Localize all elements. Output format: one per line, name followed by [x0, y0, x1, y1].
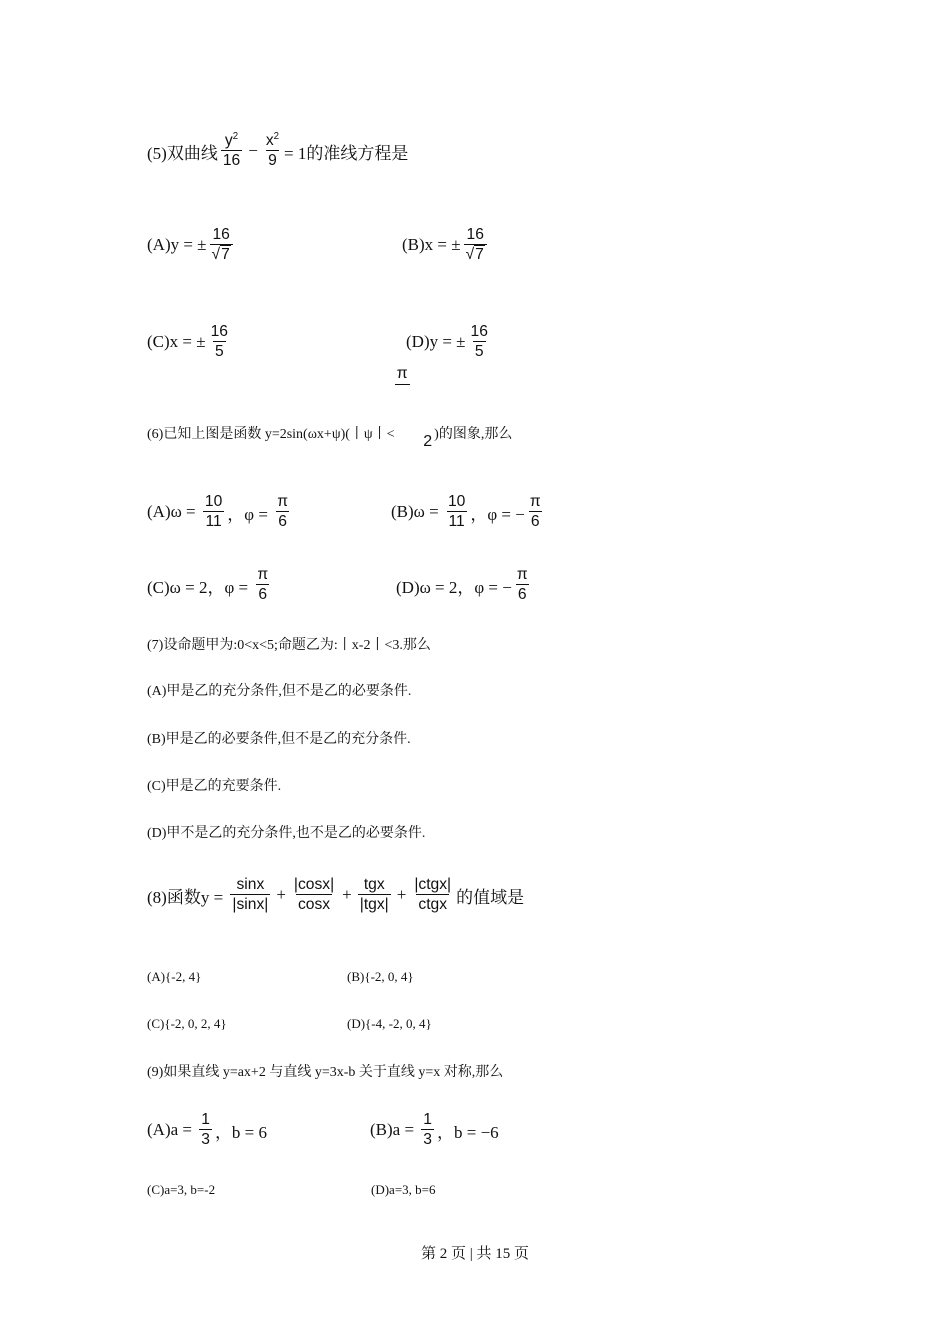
fraction-denominator: 5 — [474, 343, 484, 360]
option-label: (A)ω = — [147, 502, 200, 521]
fraction-numerator: 1 — [423, 1111, 432, 1129]
fraction-16-over-sqrt7 — [464, 226, 487, 264]
question-8-option-a: (A){-2, 4} — [147, 969, 202, 984]
plus-sign: + — [342, 885, 352, 904]
question-6-option-b — [391, 486, 546, 538]
option-label: (A)y = ± — [147, 235, 207, 254]
page-footer: 第 2 页 | 共 15 页 — [420, 1246, 529, 1262]
fraction-1-over-3 — [421, 1111, 434, 1149]
variable-x: x — [265, 132, 274, 150]
fraction-denominator: 9 — [268, 152, 277, 169]
option-label: (D)ω = 2，φ = − — [396, 577, 512, 597]
option-label: (D)y = ± — [406, 332, 466, 351]
fraction-numerator: π — [516, 566, 528, 584]
fraction-denominator: 6 — [258, 586, 268, 603]
fraction-denominator: |tgx| — [359, 896, 389, 913]
fraction-numerator: π — [257, 566, 269, 584]
fraction-denominator: 11 — [448, 513, 465, 530]
fraction-pi-over-6 — [275, 493, 290, 531]
fraction-1-over-3 — [199, 1111, 212, 1149]
question-7-option-a: (A)甲是乙的充分条件,但不是乙的必要条件. — [147, 684, 412, 699]
fraction-10-over-11 — [203, 493, 224, 531]
question-6-option-c — [147, 559, 273, 611]
question-7-option-c: (C)甲是乙的充要条件. — [147, 779, 282, 794]
plus-sign: + — [276, 885, 286, 904]
exponent: 2 — [273, 130, 280, 142]
fraction-pi-over-2 — [396, 365, 433, 469]
fraction-denominator: ctgx — [418, 896, 448, 913]
fraction-denominator: 5 — [214, 343, 224, 360]
fraction-abs-cosx-over-cosx — [292, 876, 336, 914]
fraction-numerator: 16 — [470, 323, 488, 341]
fraction-denominator: |sinx| — [232, 896, 269, 913]
fraction-y-squared-over-16 — [221, 132, 242, 170]
fraction-denominator: 16 — [222, 152, 241, 169]
fraction-numerator: 16 — [466, 226, 484, 244]
question-7-option-b: (B)甲是乙的必要条件,但不是乙的充分条件. — [147, 732, 411, 747]
radicand: 7 — [221, 246, 230, 263]
option-tail-text: ，b = 6 — [214, 1122, 268, 1142]
question-6-option-a — [147, 486, 293, 538]
fraction-denominator: 3 — [423, 1131, 432, 1148]
option-label: (B)x = ± — [402, 235, 461, 254]
option-label: (B)ω = — [391, 502, 443, 521]
option-label: (C)x = ± — [147, 332, 206, 351]
option-label: (B)a = — [370, 1120, 419, 1139]
fraction-numerator: 16 — [210, 323, 228, 341]
fraction-10-over-11 — [446, 493, 467, 531]
option-middle-text: ，φ = — [227, 504, 273, 524]
fraction-16-over-5 — [209, 323, 230, 361]
fraction-denominator: 6 — [278, 513, 287, 530]
exponent: 2 — [232, 130, 239, 142]
question-9-stem: (9)如果直线 y=ax+2 与直线 y=3x-b 关于直线 y=x 对称,那么 — [147, 1065, 504, 1080]
fraction-sinx-over-abs-sinx — [230, 876, 270, 914]
fraction-x-squared-over-9 — [264, 132, 281, 170]
question-8-option-b: (B){-2, 0, 4} — [347, 969, 414, 984]
fraction-pi-over-6 — [515, 566, 530, 604]
question-9-option-a — [147, 1104, 267, 1156]
radical-sign: √ — [465, 246, 475, 263]
fraction-numerator: π — [277, 493, 288, 511]
fraction-16-over-sqrt7 — [210, 226, 233, 264]
question-5-stem — [147, 126, 408, 176]
question-8-option-c: (C){-2, 0, 2, 4} — [147, 1016, 227, 1031]
question-9-option-b — [370, 1104, 499, 1156]
question-8-stem — [147, 867, 524, 923]
question-8-option-d: (D){-4, -2, 0, 4} — [347, 1016, 432, 1031]
question-6-suffix: )的图象,那么 — [434, 427, 513, 442]
fraction-denominator: 3 — [201, 1131, 210, 1148]
fraction-pi-over-6 — [528, 493, 543, 531]
option-label: (C)ω = 2，φ = — [147, 577, 253, 597]
question-7-option-d: (D)甲不是乙的充分条件,也不是乙的必要条件. — [147, 826, 426, 841]
question-7-stem: (7)设命题甲为:0<x<5;命题乙为:丨x-2丨<3.那么 — [147, 638, 431, 653]
fraction-numerator — [223, 132, 240, 150]
fraction-denominator — [210, 244, 233, 264]
question-8-prefix: (8)函数y = — [147, 887, 228, 907]
question-5-suffix: = 1的准线方程是 — [284, 143, 409, 163]
fraction-numerator: sinx — [236, 876, 265, 894]
fraction-numerator: 10 — [204, 493, 223, 511]
fraction-denominator: 11 — [205, 513, 222, 530]
fraction-denominator: 2 — [423, 433, 433, 450]
question-8-suffix: 的值域是 — [456, 887, 525, 907]
radicand: 7 — [475, 246, 484, 263]
question-6-stem — [147, 365, 513, 450]
question-5-option-a — [147, 220, 236, 270]
option-label: (A)a = — [147, 1120, 197, 1139]
fraction-denominator: 6 — [530, 513, 540, 530]
fraction-numerator: |ctgx| — [414, 876, 452, 894]
fraction-denominator — [464, 244, 487, 264]
variable-y: y — [224, 132, 233, 150]
fraction-numerator: 10 — [447, 493, 466, 511]
question-5-option-d — [406, 317, 493, 367]
fraction-denominator: cosx — [297, 896, 331, 913]
question-6-prefix: (6)已知上图是函数 y=2sin(ωx+ψ)(丨ψ丨< — [147, 427, 395, 442]
plus-sign: + — [396, 885, 407, 904]
question-5-prefix: (5)双曲线 — [147, 143, 218, 163]
fraction-numerator — [264, 132, 281, 150]
question-5-option-c — [147, 317, 233, 367]
fraction-numerator: π — [529, 493, 541, 511]
fraction-numerator: tgx — [363, 876, 385, 894]
radical-sign: √ — [211, 246, 221, 263]
fraction-numerator: π — [395, 365, 410, 385]
fraction-pi-over-6 — [255, 566, 270, 604]
fraction-numerator: 1 — [201, 1111, 210, 1129]
question-5-option-b — [402, 220, 490, 270]
question-9-option-c: (C)a=3, b=-2 — [147, 1182, 216, 1197]
question-9-option-d: (D)a=3, b=6 — [371, 1182, 436, 1197]
fraction-numerator: 16 — [212, 226, 230, 244]
fraction-numerator: |cosx| — [293, 876, 335, 894]
option-middle-text: ，φ = − — [470, 504, 525, 524]
fraction-tgx-over-abs-tgx — [358, 876, 391, 914]
option-tail-text: ，b = −6 — [437, 1122, 499, 1142]
minus-sign: − — [248, 141, 258, 160]
fraction-denominator: 6 — [517, 586, 527, 603]
fraction-16-over-5 — [469, 323, 490, 361]
fraction-abs-ctgx-over-ctgx — [412, 876, 453, 914]
question-6-option-d — [396, 559, 533, 611]
